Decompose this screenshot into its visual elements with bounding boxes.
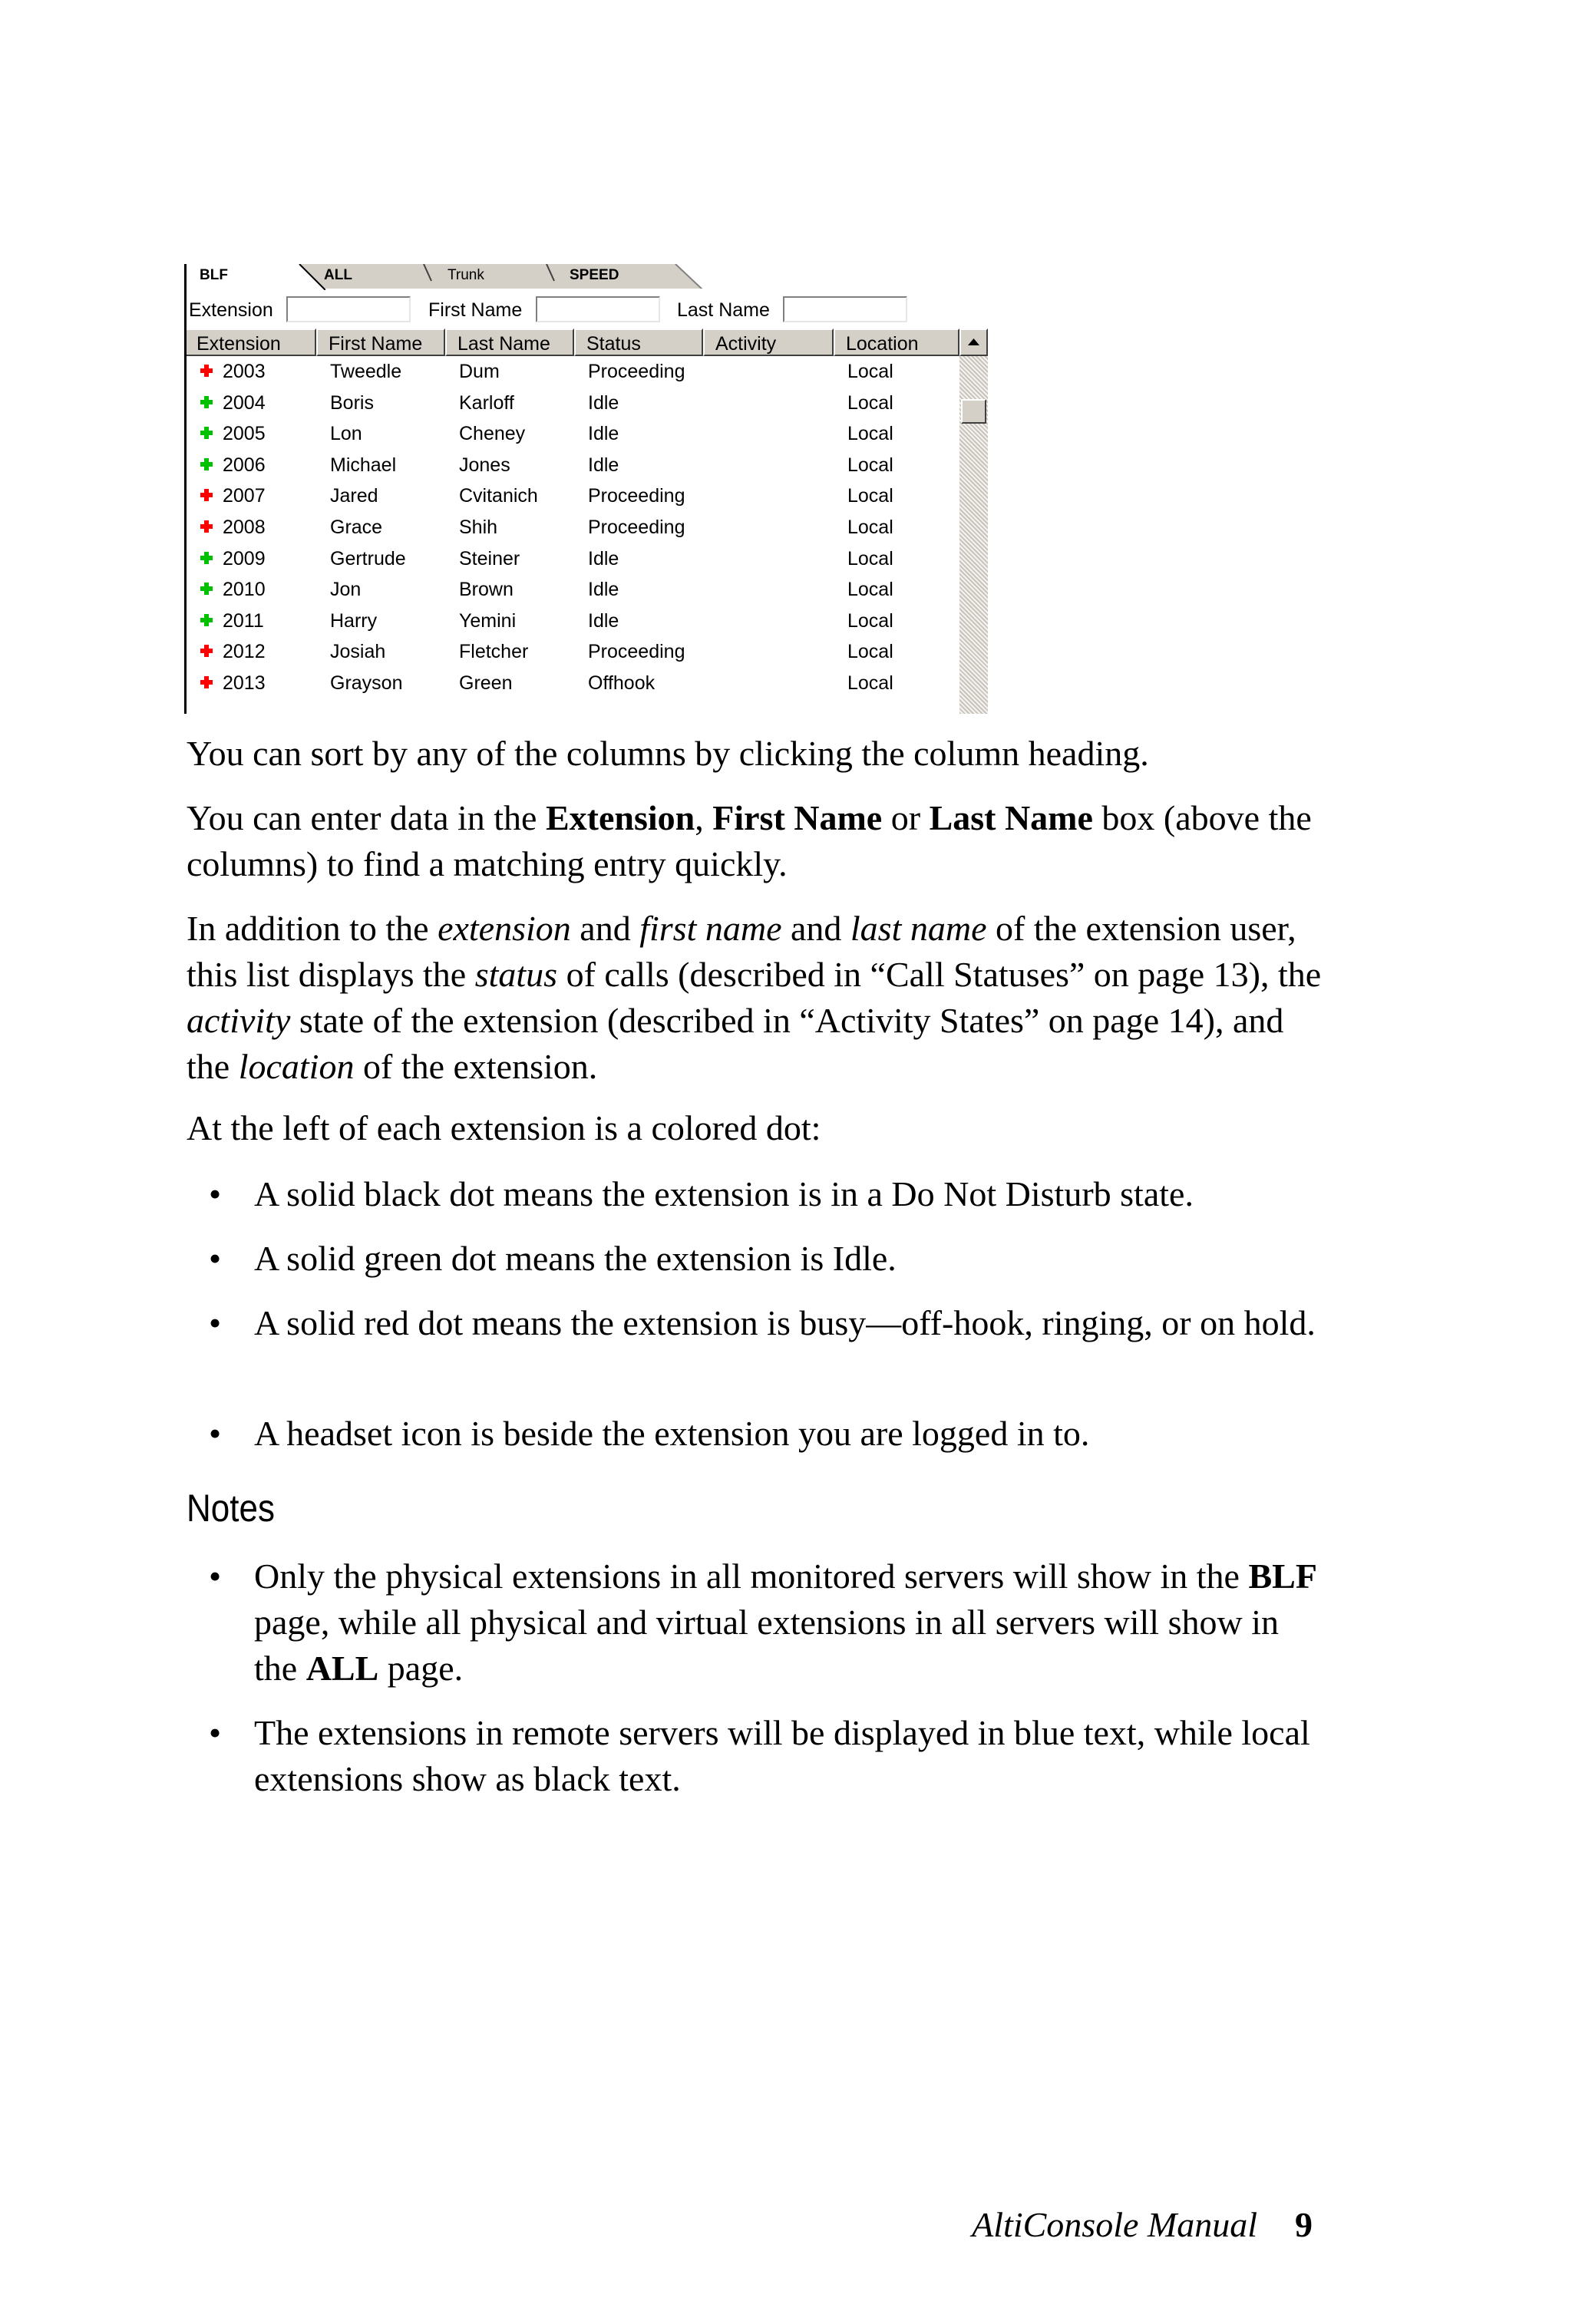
extension-list bbox=[184, 356, 961, 714]
tab-all[interactable]: ALL bbox=[324, 267, 352, 283]
status-dot-icon bbox=[200, 644, 213, 658]
table-row[interactable] bbox=[184, 606, 961, 636]
cell-first-name: Jared bbox=[330, 485, 378, 507]
cell-last-name: Cvitanich bbox=[459, 485, 538, 507]
cell-extension: 2004 bbox=[223, 391, 266, 414]
column-header-extension[interactable]: Extension bbox=[184, 328, 316, 356]
bullet-black-dot: A solid black dot means the extension is in a Do Not Disturb state. bbox=[254, 1174, 1194, 1213]
column-header-activity[interactable]: Activity bbox=[703, 328, 834, 356]
scroll-up-button[interactable] bbox=[959, 328, 988, 356]
cell-status: Idle bbox=[588, 454, 619, 476]
status-dot-icon bbox=[200, 426, 213, 440]
cell-first-name: Josiah bbox=[330, 641, 386, 663]
extension-search-label: Extension bbox=[189, 299, 273, 321]
cell-first-name: Tweedle bbox=[330, 361, 402, 382]
cell-first-name: Grace bbox=[330, 517, 383, 538]
extension-search-input[interactable] bbox=[286, 296, 411, 322]
paragraph-sort: You can sort by any of the columns by clicking the column heading. bbox=[187, 734, 1149, 773]
paragraph-colored-dot: At the left of each extension is a colored dot: bbox=[187, 1108, 821, 1147]
paragraph-in-addition: In addition to the extension and first name and last name of the extension user, this list displays the status of calls (described in “Call Statuses” on page 13), the activity state of the extension (described in “Activity States” on page 14), and the location of the extension. bbox=[187, 909, 1322, 1086]
cell-location: Local bbox=[847, 579, 893, 601]
cell-extension: 2012 bbox=[223, 641, 266, 663]
table-row[interactable] bbox=[184, 356, 961, 387]
column-header-status[interactable]: Status bbox=[574, 328, 703, 356]
cell-extension: 2011 bbox=[223, 609, 264, 632]
status-dot-icon bbox=[200, 520, 213, 533]
cell-first-name: Grayson bbox=[330, 672, 403, 694]
column-header-location[interactable]: Location bbox=[834, 328, 959, 356]
bullet-marker: • bbox=[209, 1239, 222, 1278]
first-name-search-input[interactable] bbox=[536, 296, 660, 322]
cell-first-name: Boris bbox=[330, 391, 374, 414]
cell-location: Local bbox=[847, 454, 893, 476]
table-row[interactable] bbox=[184, 418, 961, 449]
cell-location: Local bbox=[847, 391, 893, 414]
table-row[interactable] bbox=[184, 480, 961, 511]
cell-location: Local bbox=[847, 423, 893, 445]
tab-trunk[interactable]: Trunk bbox=[447, 267, 484, 283]
cell-location: Local bbox=[847, 361, 893, 382]
first-name-search-label: First Name bbox=[428, 299, 523, 321]
bullet-green-dot: A solid green dot means the extension is Idle. bbox=[254, 1239, 897, 1278]
status-dot-icon bbox=[200, 395, 213, 409]
status-dot-icon bbox=[200, 457, 213, 471]
scrollbar-thumb[interactable] bbox=[961, 399, 986, 424]
cell-location: Local bbox=[847, 547, 893, 569]
cell-last-name: Karloff bbox=[459, 391, 514, 414]
column-header-first-name[interactable]: First Name bbox=[316, 328, 445, 356]
bullet-marker: • bbox=[209, 1174, 222, 1213]
cell-extension: 2005 bbox=[223, 423, 266, 445]
cell-last-name: Fletcher bbox=[459, 641, 529, 663]
cell-extension: 2013 bbox=[223, 672, 266, 694]
column-header-row bbox=[184, 328, 976, 356]
table-row[interactable] bbox=[184, 543, 961, 574]
last-name-search-input[interactable] bbox=[783, 296, 907, 322]
status-dot-icon bbox=[200, 613, 213, 627]
bullet-marker: • bbox=[209, 1303, 222, 1342]
last-name-search-label: Last Name bbox=[677, 299, 770, 321]
status-dot-icon bbox=[200, 675, 213, 689]
cell-last-name: Shih bbox=[459, 517, 498, 538]
cell-last-name: Cheney bbox=[459, 423, 526, 445]
cell-status: Proceeding bbox=[588, 361, 685, 382]
cell-extension: 2009 bbox=[223, 547, 266, 569]
cell-extension: 2008 bbox=[223, 517, 266, 538]
cell-extension: 2007 bbox=[223, 485, 266, 507]
cell-status: Idle bbox=[588, 423, 619, 445]
table-row[interactable] bbox=[184, 668, 961, 698]
cell-status: Idle bbox=[588, 547, 619, 569]
cell-status: Proceeding bbox=[588, 485, 685, 507]
tab-speed[interactable]: SPEED bbox=[570, 267, 619, 283]
cell-location: Local bbox=[847, 609, 893, 632]
cell-first-name: Gertrude bbox=[330, 547, 406, 569]
bullet-red-dot: A solid red dot means the extension is busy—off-hook, ringing, or on hold. bbox=[254, 1303, 1316, 1342]
bullet-headset-icon: A headset icon is beside the extension you are logged in to. bbox=[254, 1414, 1090, 1453]
cell-location: Local bbox=[847, 517, 893, 538]
tab-blf[interactable]: BLF bbox=[200, 267, 228, 283]
table-row[interactable] bbox=[184, 450, 961, 480]
cell-status: Idle bbox=[588, 391, 619, 414]
column-header-last-name[interactable]: Last Name bbox=[445, 328, 574, 356]
note-remote-servers: The extensions in remote servers will be displayed in blue text, while local extensions show as black text. bbox=[254, 1713, 1310, 1798]
table-row[interactable] bbox=[184, 636, 961, 667]
table-row[interactable] bbox=[184, 512, 961, 543]
bullet-marker: • bbox=[209, 1414, 222, 1453]
notes-heading: Notes bbox=[187, 1487, 275, 1530]
cell-status: Proceeding bbox=[588, 641, 685, 663]
bullet-marker: • bbox=[209, 1713, 222, 1752]
cell-location: Local bbox=[847, 672, 893, 694]
cell-last-name: Brown bbox=[459, 579, 514, 601]
cell-extension: 2010 bbox=[223, 579, 266, 601]
paragraph-enter-data: You can enter data in the Extension, First Name or Last Name box (above the columns) to find a matching entry quickly. bbox=[187, 798, 1312, 883]
footer-manual-title: AltiConsole Manual bbox=[972, 2205, 1257, 2244]
status-dot-icon bbox=[200, 488, 213, 502]
cell-first-name: Harry bbox=[330, 609, 378, 632]
window-left-edge bbox=[184, 264, 187, 714]
cell-status: Idle bbox=[588, 609, 619, 632]
cell-extension: 2003 bbox=[223, 361, 266, 382]
cell-status: Offhook bbox=[588, 672, 656, 694]
table-row[interactable] bbox=[184, 574, 961, 605]
blf-list-screenshot bbox=[184, 264, 988, 714]
cell-last-name: Green bbox=[459, 672, 513, 694]
cell-location: Local bbox=[847, 641, 893, 663]
status-dot-icon bbox=[200, 364, 213, 378]
cell-last-name: Jones bbox=[459, 454, 510, 476]
cell-status: Idle bbox=[588, 579, 619, 601]
cell-last-name: Steiner bbox=[459, 547, 520, 569]
footer-page-number: 9 bbox=[1295, 2205, 1313, 2244]
scrollbar-track[interactable] bbox=[959, 328, 988, 714]
cell-first-name: Lon bbox=[330, 423, 362, 445]
tab-bar bbox=[184, 264, 988, 290]
status-dot-icon bbox=[200, 582, 213, 596]
bullet-marker: • bbox=[209, 1556, 222, 1596]
table-row[interactable] bbox=[184, 388, 961, 418]
search-row bbox=[184, 290, 988, 325]
cell-last-name: Yemini bbox=[459, 609, 517, 632]
status-dot-icon bbox=[200, 551, 213, 565]
arrow-up-icon bbox=[961, 330, 986, 355]
cell-last-name: Dum bbox=[459, 361, 500, 382]
cell-first-name: Michael bbox=[330, 454, 397, 476]
cell-location: Local bbox=[847, 485, 893, 507]
cell-extension: 2006 bbox=[223, 454, 266, 476]
cell-status: Proceeding bbox=[588, 517, 685, 538]
cell-first-name: Jon bbox=[330, 579, 362, 601]
note-physical-extensions: Only the physical extensions in all monitored servers will show in the BLF page, while all physical and virtual extensions in all servers will show in the ALL page. bbox=[254, 1556, 1317, 1688]
